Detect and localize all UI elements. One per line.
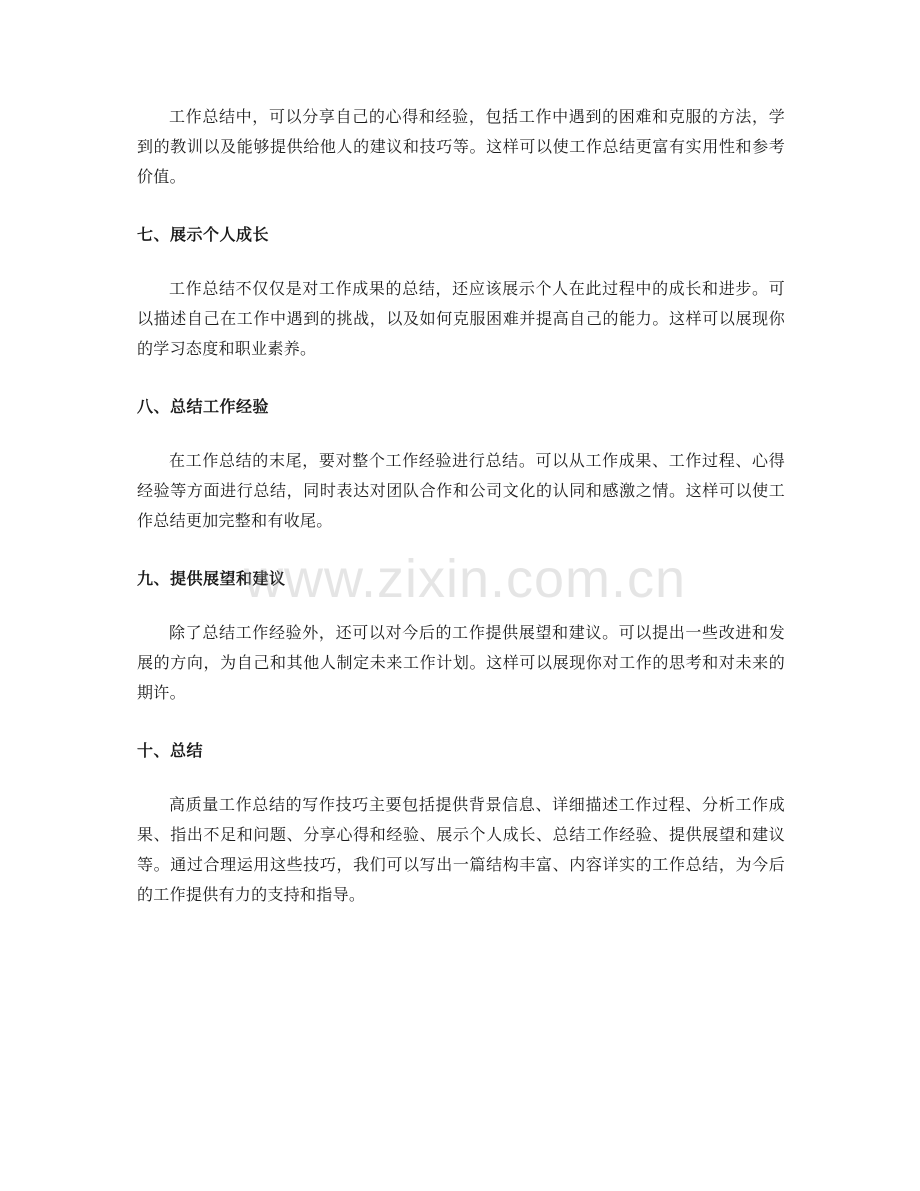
heading-conclusion: 十、总结 [137, 741, 204, 760]
paragraph-conclusion: 高质量工作总结的写作技巧主要包括提供背景信息、详细描述工作过程、分析工作成果、指出不足和问题、分享心得和经验、展示个人成长、总结工作经验、提供展望和建议等。通过合理运用这些技巧，我们可以写出一篇结构丰富、内容详实的工作总结，为今后的工作提供有力的支持和指导。 [137, 795, 785, 904]
watermark-text: www.zixin.com.cn [243, 549, 687, 609]
paragraph-summarize-experience: 在工作总结的末尾，要对整个工作经验进行总结。可以从工作成果、工作过程、心得经验等方面进行总结，同时表达对团队合作和公司文化的认同和感激之情。这样可以使工作总结更加完整和有收尾。 [137, 451, 785, 530]
heading-show-growth: 七、展示个人成长 [137, 225, 270, 244]
paragraph-show-growth: 工作总结不仅仅是对工作成果的总结，还应该展示个人在此过程中的成长和进步。可以描述自己在工作中遇到的挑战，以及如何克服困难并提高自己的能力。这样可以展现你的学习态度和职业素养。 [137, 279, 785, 358]
heading-outlook-suggestions: 九、提供展望和建议 [137, 569, 286, 588]
heading-summarize-experience: 八、总结工作经验 [137, 397, 270, 416]
paragraph-sharing-experience: 工作总结中，可以分享自己的心得和经验，包括工作中遇到的困难和克服的方法，学到的教训以及能够提供给他人的建议和技巧等。这样可以使工作总结更富有实用性和参考价值。 [137, 107, 785, 186]
document-body [137, 102, 785, 938]
paragraph-outlook-suggestions: 除了总结工作经验外，还可以对今后的工作提供展望和建议。可以提出一些改进和发展的方向，为自己和其他人制定未来工作计划。这样可以展现你对工作的思考和对未来的期许。 [137, 623, 785, 702]
